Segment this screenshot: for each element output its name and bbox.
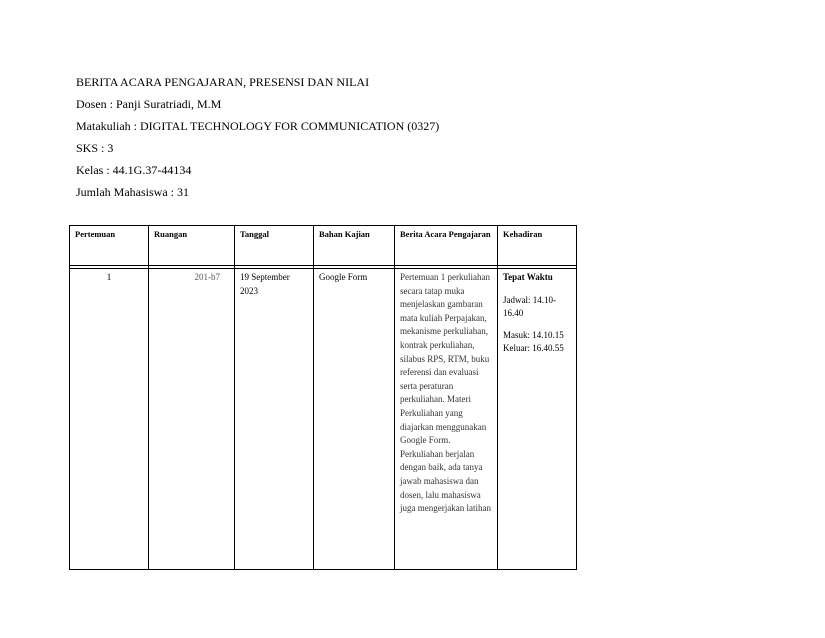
col-header-berita: Berita Acara Pengajaran	[395, 226, 498, 266]
attendance-status: Tepat Waktu	[503, 272, 553, 282]
table-row	[70, 269, 577, 570]
document-header	[76, 74, 439, 206]
col-header-kehadiran: Kehadiran	[498, 226, 577, 266]
student-count-line: Jumlah Mahasiswa : 31	[76, 185, 189, 199]
class-line: Kelas : 44.1G.37-44134	[76, 163, 192, 177]
attendance-in: Masuk: 14.10.15	[503, 329, 564, 340]
col-header-tanggal: Tanggal	[235, 226, 314, 266]
credits-line: SKS : 3	[76, 141, 114, 155]
cell-pertemuan: 1	[70, 269, 149, 570]
cell-tanggal: 19 September 2023	[235, 269, 314, 570]
col-header-ruangan: Ruangan	[149, 226, 235, 266]
cell-kehadiran	[498, 269, 577, 570]
cell-bahan: Google Form	[314, 269, 395, 570]
course-line: Matakuliah : DIGITAL TECHNOLOGY FOR COMMUNICATION (0327)	[76, 119, 440, 133]
col-header-bahan: Bahan Kajian	[314, 226, 395, 266]
col-header-pertemuan: Pertemuan	[70, 226, 149, 266]
cell-ruangan: 201-b7	[149, 269, 235, 570]
attendance-table	[69, 225, 577, 570]
lecturer-line: Dosen : Panji Suratriadi, M.M	[76, 97, 222, 111]
attendance-schedule: Jadwal: 14.10-16.40	[503, 294, 556, 319]
document-title: BERITA ACARA PENGAJARAN, PRESENSI DAN NILAI	[76, 75, 370, 89]
table-header-row	[70, 226, 577, 266]
cell-berita: Pertemuan 1 perkuliahan secara tatap muka menjelaskan gambaran mata kuliah Perpajakan, mekanisme perkuliahan, kontrak perkuliahan, silabus RPS, RTM, buku referensi dan evaluasi serta peraturan perkuliahan. Materi Perkuliahan yang diajarkan menggunakan Google Form. Perkuliahan berjalan dengan baik, ada tanya jawab mahasiswa dan dosen, lalu mahasiswa juga mengerjakan latihan	[395, 269, 498, 570]
attendance-out: Keluar: 16.40.55	[503, 343, 564, 354]
